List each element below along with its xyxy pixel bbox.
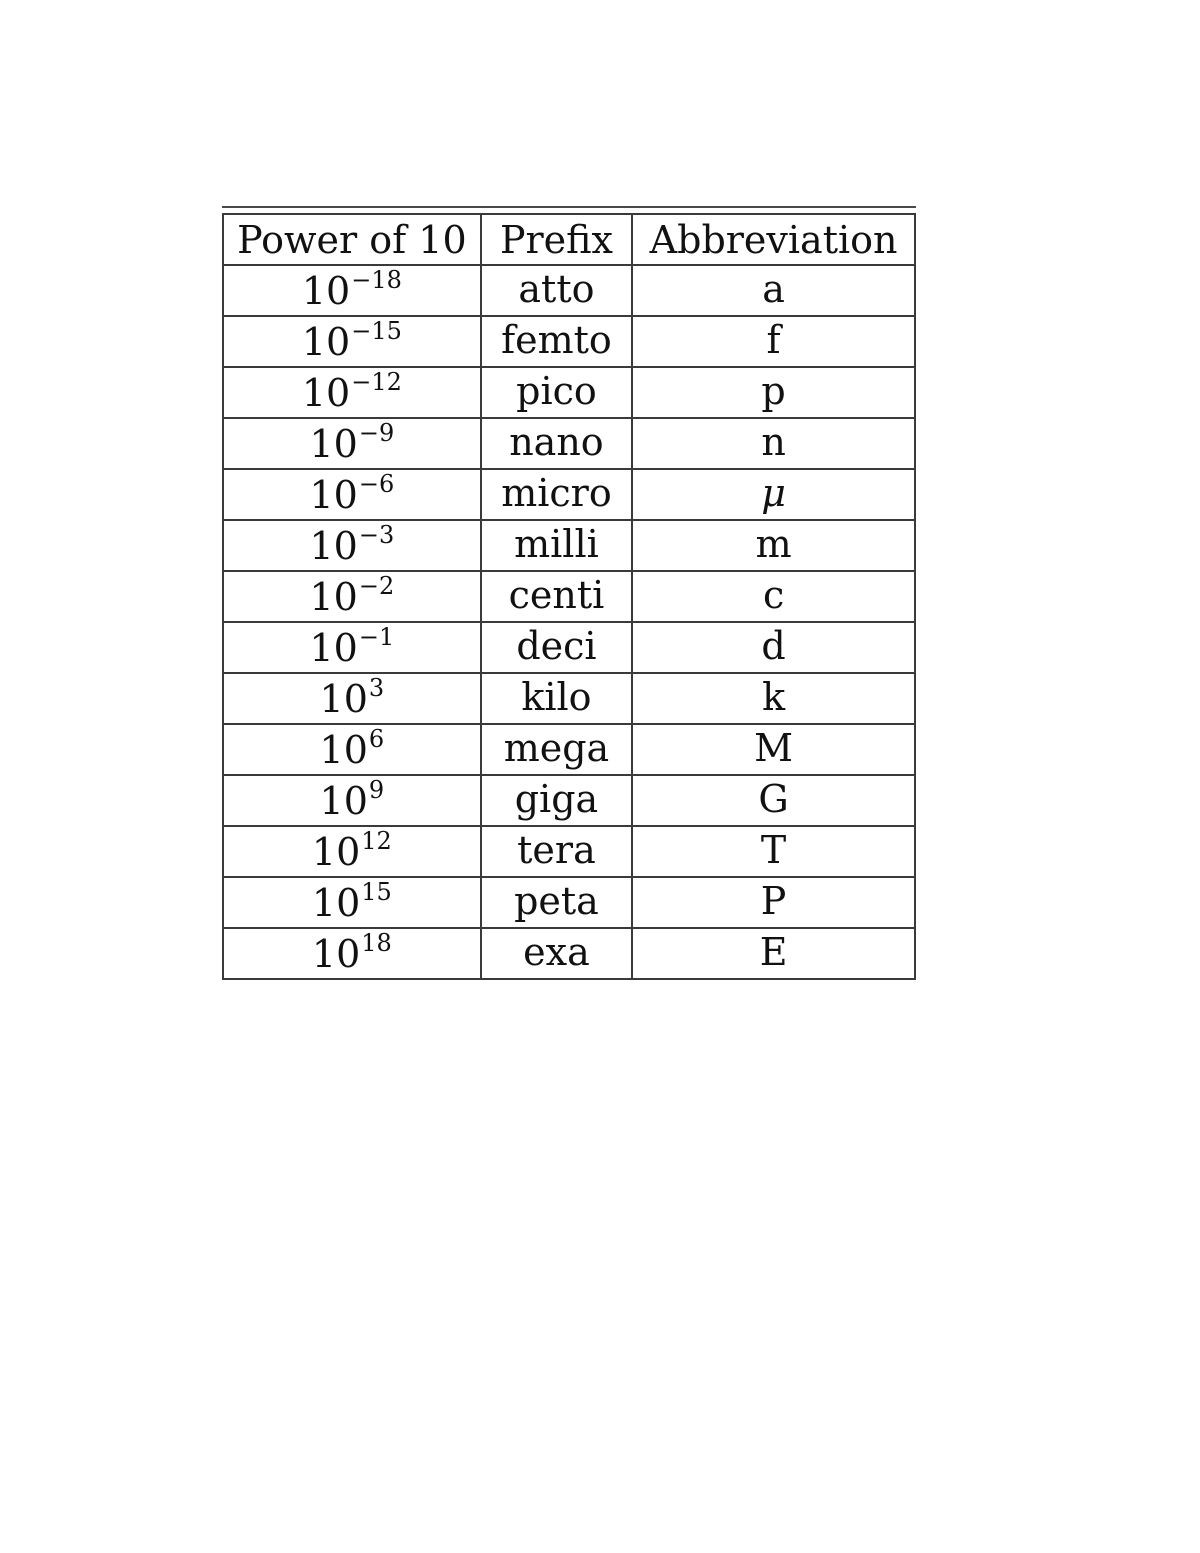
table-body bbox=[223, 265, 915, 979]
power-exponent: −18 bbox=[351, 265, 402, 294]
cell-abbreviation bbox=[632, 418, 915, 469]
cell-power bbox=[223, 622, 481, 673]
power-exponent: 9 bbox=[368, 775, 385, 804]
cell-abbreviation bbox=[632, 469, 915, 520]
prefix-text: peta bbox=[514, 878, 599, 923]
table-row bbox=[223, 520, 915, 571]
cell-prefix bbox=[481, 826, 632, 877]
power-exponent: −9 bbox=[358, 418, 395, 447]
table-row bbox=[223, 826, 915, 877]
cell-prefix bbox=[481, 724, 632, 775]
abbreviation-text: f bbox=[766, 317, 781, 362]
cell-prefix bbox=[481, 367, 632, 418]
abbreviation-text: T bbox=[760, 827, 787, 872]
abbreviation-text: M bbox=[754, 725, 794, 770]
cell-abbreviation bbox=[632, 673, 915, 724]
abbreviation-text: P bbox=[760, 878, 787, 923]
table-row bbox=[223, 775, 915, 826]
cell-abbreviation bbox=[632, 826, 915, 877]
table-row bbox=[223, 316, 915, 367]
cell-power bbox=[223, 469, 481, 520]
prefix-text: atto bbox=[518, 266, 595, 311]
power-exponent: −6 bbox=[358, 469, 395, 498]
cell-power bbox=[223, 571, 481, 622]
cell-power bbox=[223, 673, 481, 724]
cell-prefix bbox=[481, 469, 632, 520]
prefix-text: exa bbox=[523, 929, 590, 974]
prefix-text: giga bbox=[514, 776, 599, 821]
power-exponent: 15 bbox=[361, 877, 392, 906]
table-row bbox=[223, 724, 915, 775]
power-exponent: −3 bbox=[358, 520, 395, 549]
cell-abbreviation bbox=[632, 520, 915, 571]
power-exponent: 12 bbox=[361, 826, 392, 855]
cell-power bbox=[223, 265, 481, 316]
abbreviation-text: a bbox=[762, 266, 785, 311]
cell-prefix bbox=[481, 775, 632, 826]
abbreviation-text: G bbox=[758, 776, 789, 821]
cell-prefix bbox=[481, 673, 632, 724]
power-base: 10 bbox=[309, 421, 358, 466]
cell-prefix bbox=[481, 571, 632, 622]
table-row bbox=[223, 673, 915, 724]
cell-prefix bbox=[481, 265, 632, 316]
table-row bbox=[223, 265, 915, 316]
cell-abbreviation bbox=[632, 316, 915, 367]
power-base: 10 bbox=[311, 829, 361, 874]
power-base: 10 bbox=[301, 268, 351, 313]
abbreviation-text: d bbox=[761, 623, 786, 668]
table-row bbox=[223, 469, 915, 520]
cell-power bbox=[223, 928, 481, 979]
prefix-text: kilo bbox=[521, 674, 592, 719]
table-row bbox=[223, 877, 915, 928]
cell-prefix bbox=[481, 520, 632, 571]
abbreviation-text: n bbox=[761, 419, 786, 464]
prefix-text: milli bbox=[514, 521, 599, 566]
power-base: 10 bbox=[309, 574, 358, 619]
power-exponent: 6 bbox=[368, 724, 385, 753]
abbreviation-text: μ bbox=[761, 470, 786, 515]
power-exponent: 18 bbox=[361, 928, 392, 957]
abbreviation-text: c bbox=[762, 572, 785, 617]
prefix-text: femto bbox=[501, 317, 612, 362]
cell-abbreviation bbox=[632, 928, 915, 979]
cell-prefix bbox=[481, 622, 632, 673]
cell-abbreviation bbox=[632, 877, 915, 928]
cell-power bbox=[223, 877, 481, 928]
power-exponent: −12 bbox=[351, 367, 402, 396]
table-row bbox=[223, 418, 915, 469]
power-exponent: −1 bbox=[358, 622, 395, 651]
cell-prefix bbox=[481, 877, 632, 928]
header-abbreviation: Abbreviation bbox=[632, 214, 915, 265]
cell-prefix bbox=[481, 418, 632, 469]
cell-prefix bbox=[481, 928, 632, 979]
prefix-text: deci bbox=[516, 623, 597, 668]
si-prefix-table bbox=[222, 213, 916, 980]
power-base: 10 bbox=[319, 727, 368, 772]
power-base: 10 bbox=[309, 472, 358, 517]
abbreviation-text: k bbox=[762, 674, 786, 719]
power-base: 10 bbox=[311, 931, 361, 976]
power-base: 10 bbox=[309, 523, 358, 568]
power-base: 10 bbox=[309, 625, 358, 670]
header-row bbox=[223, 214, 915, 265]
prefix-text: mega bbox=[503, 725, 610, 770]
cell-power bbox=[223, 367, 481, 418]
cell-power bbox=[223, 520, 481, 571]
prefix-text: centi bbox=[508, 572, 605, 617]
header-power-of-10: Power of 10 bbox=[223, 214, 481, 265]
cell-abbreviation bbox=[632, 265, 915, 316]
cell-abbreviation bbox=[632, 571, 915, 622]
cell-power bbox=[223, 418, 481, 469]
prefix-text: pico bbox=[516, 368, 597, 413]
table-row bbox=[223, 928, 915, 979]
power-base: 10 bbox=[319, 676, 368, 721]
abbreviation-text: m bbox=[755, 521, 792, 566]
cell-power bbox=[223, 826, 481, 877]
prefix-text: tera bbox=[517, 827, 596, 872]
power-base: 10 bbox=[301, 370, 351, 415]
table-row bbox=[223, 571, 915, 622]
power-base: 10 bbox=[301, 319, 351, 364]
cell-power bbox=[223, 775, 481, 826]
cell-abbreviation bbox=[632, 622, 915, 673]
abbreviation-text: p bbox=[761, 368, 786, 413]
cell-power bbox=[223, 724, 481, 775]
cell-prefix bbox=[481, 316, 632, 367]
power-base: 10 bbox=[319, 778, 368, 823]
prefix-text: micro bbox=[501, 470, 612, 515]
cell-abbreviation bbox=[632, 724, 915, 775]
prefix-text: nano bbox=[509, 419, 604, 464]
top-rule bbox=[222, 206, 916, 208]
power-base: 10 bbox=[311, 880, 361, 925]
header-prefix: Prefix bbox=[481, 214, 632, 265]
cell-abbreviation bbox=[632, 367, 915, 418]
abbreviation-text: E bbox=[759, 929, 788, 974]
table-row bbox=[223, 367, 915, 418]
power-exponent: −15 bbox=[351, 316, 402, 345]
power-exponent: 3 bbox=[368, 673, 385, 702]
cell-power bbox=[223, 316, 481, 367]
power-exponent: −2 bbox=[358, 571, 395, 600]
table-row bbox=[223, 622, 915, 673]
cell-abbreviation bbox=[632, 775, 915, 826]
